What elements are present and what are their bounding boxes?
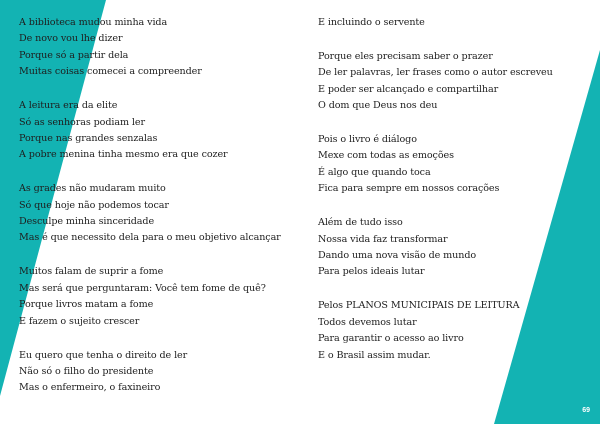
stanza [318,49,588,115]
poem-line: Dando uma nova visão de mundo [318,249,477,261]
poem-line: Muitas coisas comecei a compreender [19,66,202,78]
poem-left-column [19,15,299,414]
poem-line: Pelos PLANOS MUNICIPAIS DE LEITURA [318,300,520,312]
poem-line: Não só o filho do presidente [19,365,154,377]
poem-line: A biblioteca mudou minha vida [19,17,168,28]
poem-line: Só as senhoras podiam ler [19,116,145,128]
poem-line: E poder ser alcançado e compartilhar [318,83,499,95]
stanza [318,215,588,281]
poem-line: O dom que Deus nos deu [318,100,438,112]
poem-right-column [318,15,588,381]
poem-line: Porque livros matam a fome [19,299,154,311]
poem-line: E fazem o sujeito crescer [19,315,140,327]
poem-line: É algo que quando toca [318,166,431,178]
poem-line: Eu quero que tenha o direito de ler [19,349,188,361]
stanza [318,15,588,31]
poem-line: Para garantir o acesso ao livro [318,333,464,345]
poem-line: A pobre menina tinha mesmo era que cozer [19,149,228,161]
poem-line: Muitos falam de suprir a fome [19,266,164,278]
poem-line: E o Brasil assim mudar. [318,349,431,361]
stanza [318,298,588,364]
poem-line: Nossa vida faz transformar [318,233,448,245]
poem-line: Só que hoje não podemos tocar [19,199,169,211]
poem-line: Porque eles precisam saber o prazer [318,50,493,62]
poem-line: A leitura era da elite [19,100,118,112]
poem-line: De novo vou lhe dizer [19,33,123,45]
poem-line: De ler palavras, ler frases como o autor escreveu [318,67,553,79]
poem-line: Porque nas grandes senzalas [19,132,158,144]
stanza [19,264,299,330]
page-number: 69 [582,407,590,414]
poem-line: Desculpe minha sinceridade [19,216,155,228]
stanza [19,348,299,397]
poem-line: Todos devemos lutar [318,316,417,328]
poem-line: Pois o livro é diálogo [318,134,417,146]
poem-line: Mas o enfermeiro, o faxineiro [19,382,161,394]
poem-line: Mas é que necessito dela para o meu objetivo alcançar [19,232,281,244]
stanza [19,15,299,81]
poem-line: Mas será que perguntaram: Você tem fome de quê? [19,282,266,294]
stanza [19,98,299,164]
poem-line: Para pelos ideais lutar [318,266,425,278]
poem-line: Mexe com todas as emoções [318,150,454,162]
poem-line: Fica para sempre em nossos corações [318,183,500,195]
poem-line: As grades não mudaram muito [19,183,166,195]
poem-line: E incluindo o servente [318,17,425,28]
stanza [19,181,299,247]
stanza [318,132,588,198]
poem-line: Além de tudo isso [318,217,403,229]
poem-line: Porque só a partir dela [19,49,129,61]
